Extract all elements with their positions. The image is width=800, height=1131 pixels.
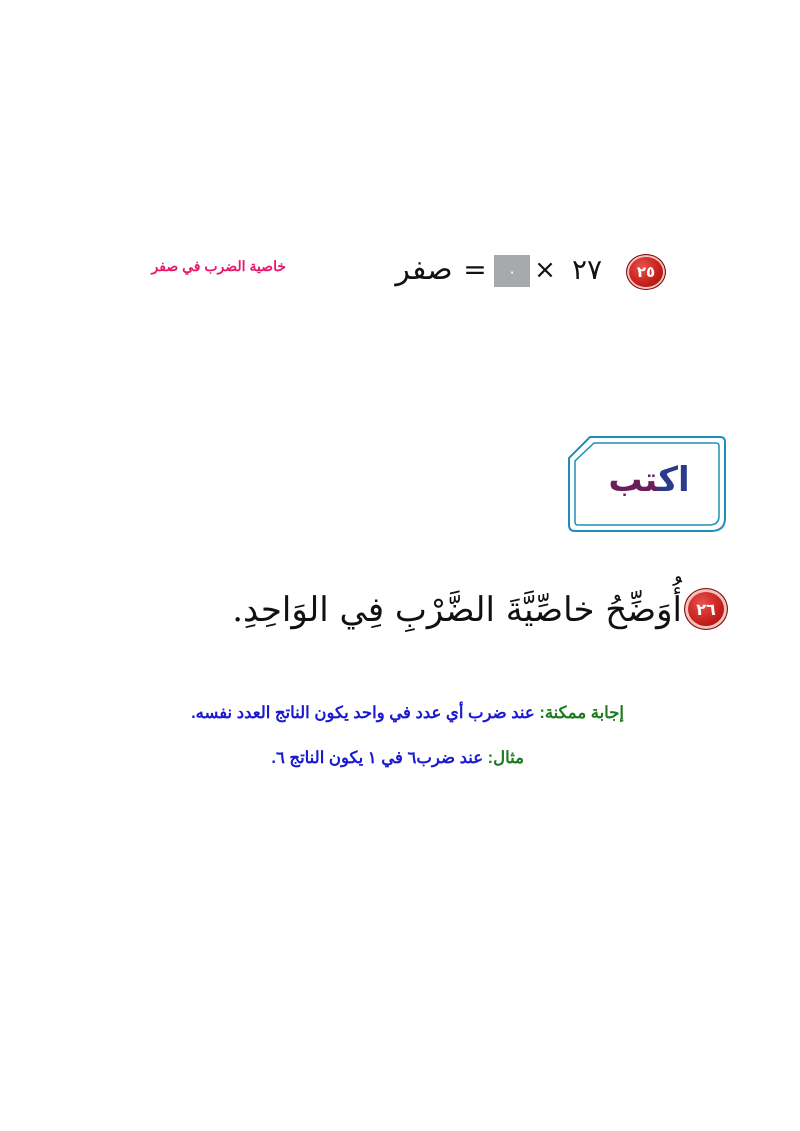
question-25-badge (626, 254, 666, 290)
answer-line-1 (110, 700, 624, 726)
answer-box-value: ٠ (507, 261, 517, 281)
question-26-badge (684, 588, 728, 630)
example-text: عند ضرب٦ في ١ يكون الناتج ٦. (271, 749, 484, 767)
equals-sign: = (463, 253, 487, 286)
write-heading (590, 455, 708, 505)
answer-text: عند ضرب أي عدد في واحد يكون الناتج العدد نفسه. (191, 704, 535, 722)
property-answer: خاصية الضرب في صفر (151, 258, 286, 274)
write-heading-part1: اك (658, 460, 690, 500)
times-sign: × (534, 255, 556, 285)
question-25-number: ٢٥ (636, 263, 656, 281)
result-word: صفر (395, 252, 453, 287)
question-26-text: أُوَضِّحُ خاصِّيَّةَ الضَّرْبِ فِي الوَاحِدِ. (232, 590, 682, 630)
example-label: مثال: (487, 749, 524, 767)
write-heading-part2: تب (608, 460, 659, 500)
multiplicand: ٢٧ (571, 253, 603, 286)
question-26-number: ٢٦ (696, 599, 716, 619)
answer-label: إجابة ممكنة: (539, 704, 624, 722)
answer-line-2 (210, 745, 524, 771)
answer-box (494, 255, 530, 287)
